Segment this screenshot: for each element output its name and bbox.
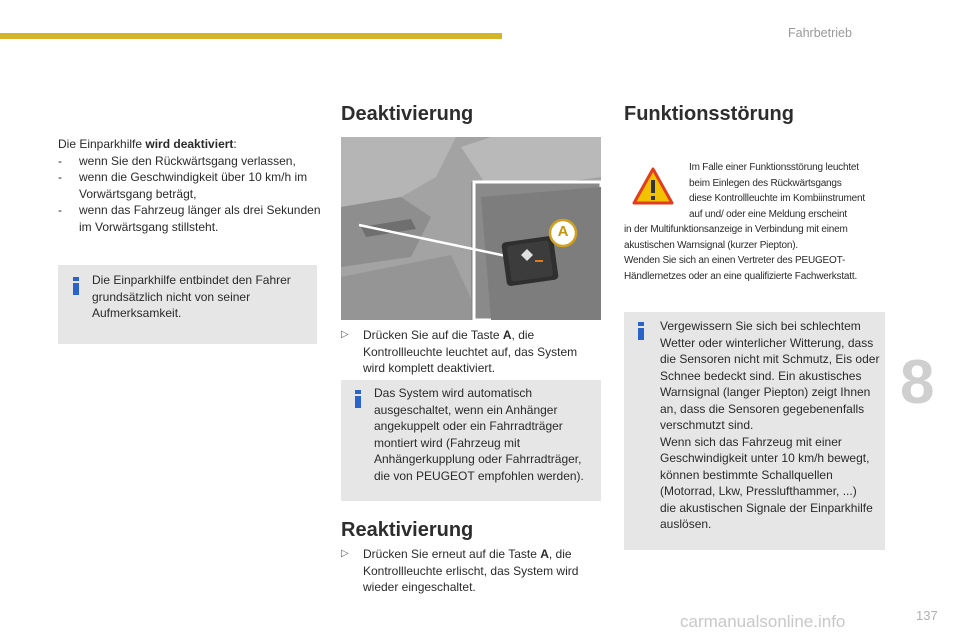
list-item: - wenn die Geschwindigkeit über 10 km/h im Vorwärtsgang beträgt,	[58, 170, 308, 201]
info-icon	[73, 277, 79, 295]
page-number: 137	[916, 608, 938, 623]
section-heading-deaktivierung: Deaktivierung	[341, 103, 474, 125]
accent-bar	[0, 33, 502, 39]
chapter-number: 8	[900, 348, 935, 417]
step-reactivate	[341, 546, 601, 596]
info-note: Die Einparkhilfe entbindet den Fahrer grundsätzlich nicht von seiner Aufmerksamkeit.	[92, 273, 291, 320]
warning-text-bottom: in der Multifunktionsanzeige in Verbindung mit einem akustischen Warnsignal (kurzer Piepton). Wenden Sie sich an einen Vertreter des PEUGEOT- Händlernetzes oder an eine qualifizierte Fachwerkstatt.	[624, 224, 858, 282]
photo-label-a: A	[557, 223, 569, 240]
section-title: Fahrbetrieb	[788, 26, 852, 40]
watermark: carmanualsonline.info	[680, 612, 846, 631]
info-box	[58, 265, 317, 344]
list-item: - wenn das Fahrzeug länger als drei Sekunden im Vorwärtsgang stillsteht.	[58, 203, 321, 234]
step-text: Drücken Sie erneut auf die Taste A, die Kontrollleuchte erlischt, das System wird wieder eingeschaltet.	[363, 547, 579, 594]
arrow-bullet-icon: ▷	[341, 548, 349, 559]
info-icon	[355, 390, 361, 408]
info-box-sensors	[624, 312, 885, 550]
section-heading-funktionsstoerung: Funktionsstörung	[624, 103, 794, 125]
dashboard-photo	[341, 137, 601, 320]
warning-text-top: Im Falle einer Funktionsstörung leuchtet beim Einlegen des Rückwärtsgangs diese Kontrollleuchte im Kombiinstrument auf und/ oder eine Meldung erscheint	[689, 162, 865, 220]
step-deactivate	[341, 327, 601, 377]
step-text: Drücken Sie auf die Taste A, die Kontrollleuchte leuchtet auf, das System wird komplett deaktiviert.	[363, 328, 578, 375]
list-item: - wenn Sie den Rückwärtsgang verlassen,	[58, 153, 296, 168]
warning-triangle-icon	[631, 166, 675, 211]
section-heading-reaktivierung: Reaktivierung	[341, 519, 474, 541]
info-icon	[638, 322, 644, 340]
info-note: Das System wird automatisch ausgeschaltet, wenn ein Anhänger angekuppelt oder ein Fahrradträger montiert wird (Fahrzeug mit Anhängerkupplung oder Fahrradträger, die von PEUGEOT empfohlen werden).	[374, 386, 584, 483]
intro-list	[58, 153, 323, 236]
intro-text	[58, 136, 323, 235]
intro-lead: Die Einparkhilfe wird deaktiviert:	[58, 137, 237, 151]
info-note: Vergewissern Sie sich bei schlechtem Wetter oder winterlicher Witterung, dass die Sensoren nicht mit Schmutz, Eis oder Schnee bedeckt sind. Ein akustisches Warnsignal (langer Piepton) zeigt Ihnen an, dass die Sensoren gegebenenfalls verschmutzt sind. Wenn sich das Fahrzeug mit einer Geschwindigkeit unter 10 km/h bewegt, können bestimmte Schallquellen (Motorrad, Lkw, Presslufthammer, ...) die akustischen Signale der Einparkhilfe auslösen.	[660, 319, 880, 531]
info-box-trailer	[341, 380, 601, 501]
arrow-bullet-icon: ▷	[341, 329, 349, 340]
